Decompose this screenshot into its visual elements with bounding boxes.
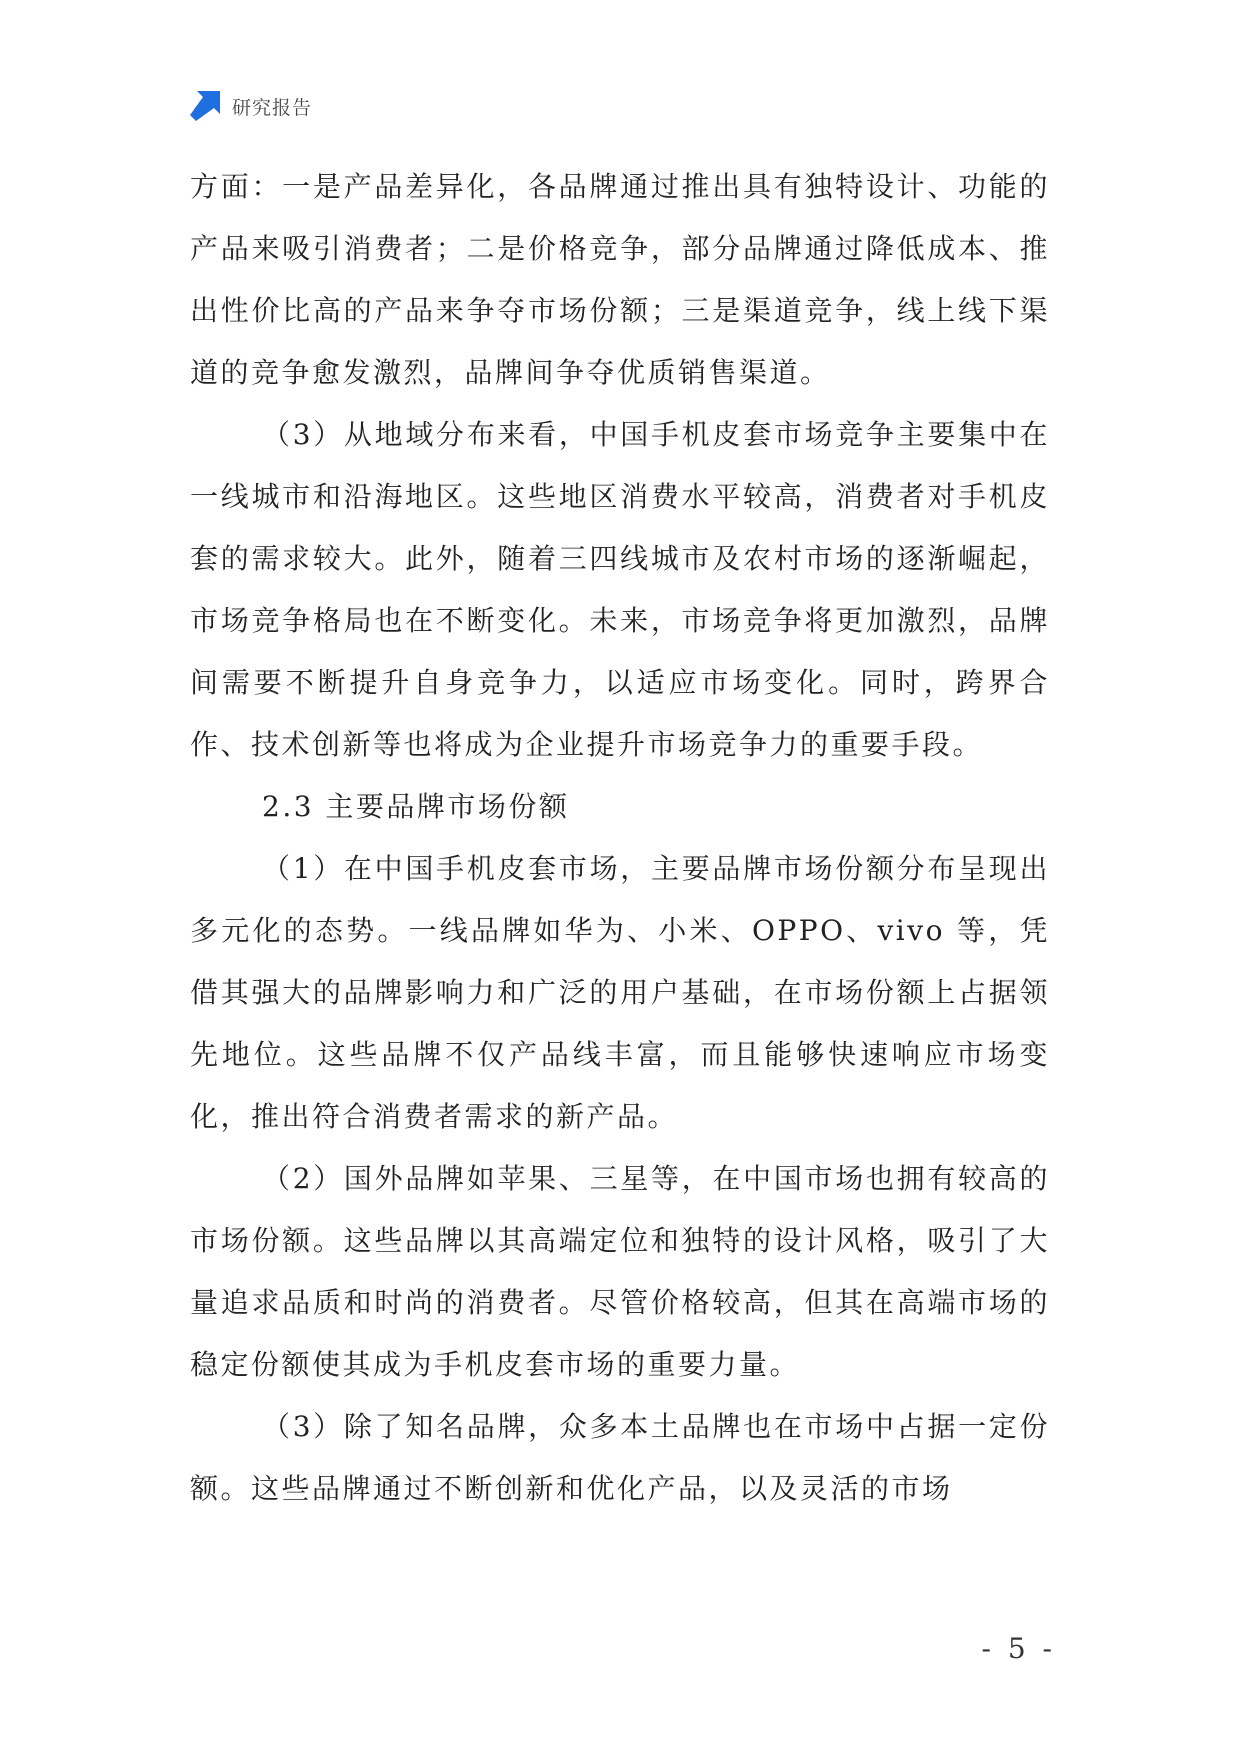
arrow-up-right-icon [190, 91, 220, 121]
paragraph-foreign-brands: （2）国外品牌如苹果、三星等，在中国市场也拥有较高的市场份额。这些品牌以其高端定位和独特的设计风格，吸引了大量追求品质和时尚的消费者。尽管价格较高，但其在高端市场的稳定份额使其成为手机皮套市场的重要力量。 [190, 1162, 1050, 1381]
section-heading-brand-share: 2.3 主要品牌市场份额 [262, 790, 570, 823]
paragraph-local-brands: （3）除了知名品牌，众多本土品牌也在市场中占据一定份额。这些品牌通过不断创新和优化产品，以及灵活的市场 [190, 1410, 1050, 1505]
paragraph-continuation: 方面：一是产品差异化，各品牌通过推出具有独特设计、功能的产品来吸引消费者；二是价格竞争，部分品牌通过降低成本、推出性价比高的产品来争夺市场份额；三是渠道竞争，线上线下渠道的竞争愈发激烈，品牌间争夺优质销售渠道。 [190, 170, 1050, 389]
header-title: 研究报告 [232, 96, 313, 119]
report-header [190, 88, 312, 124]
paragraph-regional-distribution: （3）从地域分布来看，中国手机皮套市场竞争主要集中在一线城市和沿海地区。这些地区消费水平较高，消费者对手机皮套的需求较大。此外，随着三四线城市及农村市场的逐渐崛起，市场竞争格局也在不断变化。未来，市场竞争将更加激烈，品牌间需要不断提升自身竞争力，以适应市场变化。同时，跨界合作、技术创新等也将成为企业提升市场竞争力的重要手段。 [190, 418, 1050, 761]
report-body [190, 156, 1050, 1520]
paragraph-domestic-brands: （1）在中国手机皮套市场，主要品牌市场份额分布呈现出多元化的态势。一线品牌如华为、小米、OPPO、vivo 等，凭借其强大的品牌影响力和广泛的用户基础，在市场份额上占据领先地位。这些品牌不仅产品线丰富，而且能够快速响应市场变化，推出符合消费者需求的新产品。 [190, 852, 1050, 1133]
page-number: - 5 - [981, 1632, 1056, 1665]
